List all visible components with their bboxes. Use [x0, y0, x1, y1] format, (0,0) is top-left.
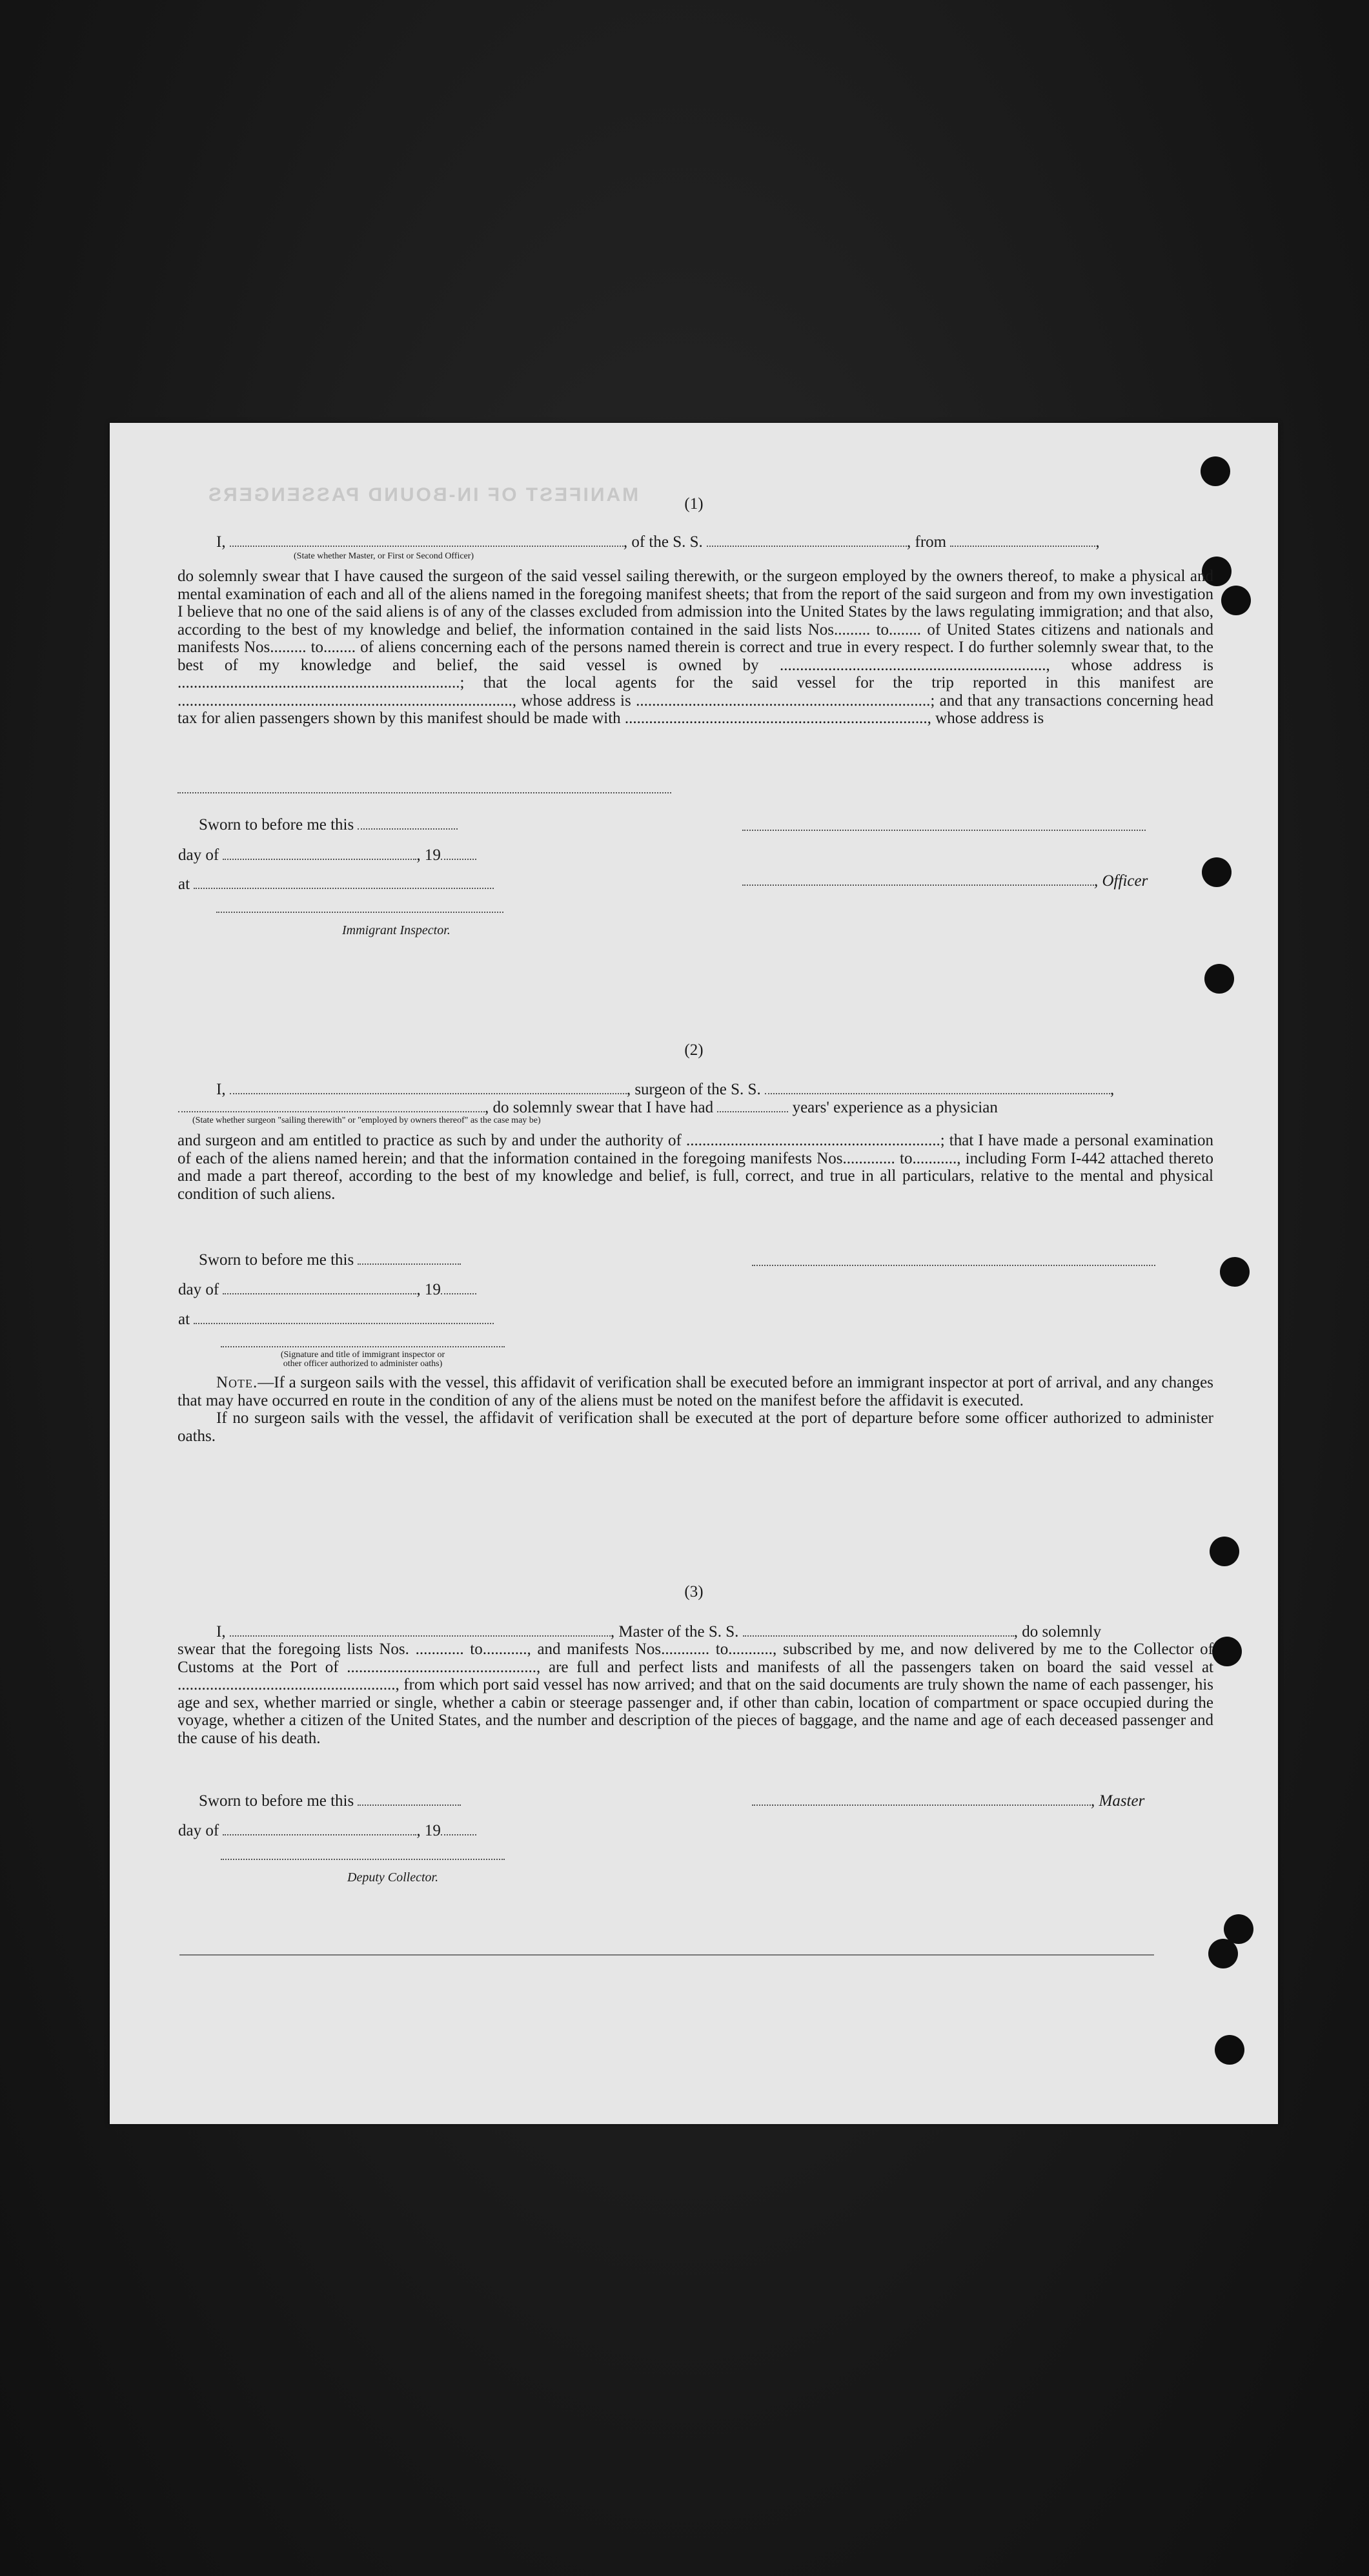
section-2-surgeon-note: (State whether surgeon "sailing therewith" or "employed by owners thereof" as the case may be)	[192, 1116, 541, 1125]
at-line-1: at	[178, 875, 494, 893]
sworn-line-1: Sworn to before me this	[199, 815, 458, 833]
master-line: , Master	[752, 1792, 1144, 1810]
day-of-line-1: day of , 19	[178, 846, 476, 864]
collector-signature-line	[221, 1857, 505, 1860]
at-line-2: at	[178, 1310, 494, 1328]
deputy-collector-label: Deputy Collector.	[347, 1870, 439, 1885]
section-2-note: Note.—If a surgeon sails with the vessel, this affidavit of verification shall be executed before an immigrant inspector at port of arrival, and any changes that may have occurred en route in the condition of any of the aliens must be noted on the manifest before the affidavit is executed. If no surgeon sails with the vessel, the affidavit of verification shall be executed at the port of departure before some officer authorized to administer oaths.	[177, 1374, 1213, 1445]
binder-hole	[1210, 1537, 1239, 1566]
binder-hole	[1202, 857, 1232, 887]
section-2-number: (2)	[684, 1041, 704, 1059]
inspector-signature-line	[216, 910, 503, 913]
sworn-line-2: Sworn to before me this	[199, 1251, 461, 1269]
immigrant-inspector-label: Immigrant Inspector.	[342, 923, 451, 937]
address-blank	[177, 791, 671, 793]
binder-hole	[1212, 1637, 1242, 1666]
day-of-line-3: day of , 19	[178, 1821, 476, 1839]
section-2-inspector-line	[221, 1345, 505, 1347]
officer-line: , Officer	[742, 872, 1148, 890]
binder-hole	[1215, 2035, 1244, 2065]
binder-hole	[1220, 1257, 1250, 1287]
signature-note-2: other officer authorized to administer oaths)	[283, 1359, 443, 1369]
bottom-rule	[179, 1953, 1154, 1956]
officer-signature-line-1	[742, 828, 1146, 831]
bleed-through-heading: MANIFEST OF IN-BOUND PASSENGERS	[207, 484, 639, 506]
binder-hole	[1204, 964, 1234, 994]
section-1-rank-note: (State whether Master, or First or Second Officer)	[294, 551, 474, 561]
signature-note-1: (Signature and title of immigrant inspector or	[280, 1350, 445, 1360]
section-1-oath-line: I, , of the S. S. , from ,	[216, 533, 1100, 551]
binder-hole	[1221, 586, 1251, 615]
binder-hole	[1208, 1939, 1238, 1968]
sworn-line-3: Sworn to before me this	[199, 1792, 461, 1810]
section-3-body: swear that the foregoing lists Nos. ............ to..........., and manifests Nos............ to..........., subscribed by me, and now delivered by me to the Collector of Customs at the Port of ..............................................., are full and perfect lists and manifests of all the passengers taken on board the said vessel at ......................................................, from which port said vessel has now arrived; and that on the said documents are truly shown the name of each passenger, his age and sex, whether married or single, whether a cabin or steerage passenger and, if other than cabin, location of compartment or space occupied during the voyage, whether a citizen of the United States, and the number and description of the pieces of baggage, and the name and age of each deceased passenger and the cause of his death.	[177, 1641, 1213, 1747]
section-2-swear-line: , do solemnly swear that I have had years' experience as a physician	[178, 1098, 998, 1116]
manifest-page	[110, 423, 1278, 2124]
section-2-body: and surgeon and am entitled to practice as such by and under the authority of ...............................................................; that I have made a personal examination of each of the aliens named herein; and that the information contained in the foregoing manifests Nos............. to..........., including Form I-442 attached thereto and made a part thereof, according to the best of my knowledge and belief, is full, correct, and true in all particulars, relative to the mental and physical condition of such aliens.	[177, 1132, 1213, 1203]
section-1-number: (1)	[684, 495, 704, 513]
section-2-oath-line: I, , surgeon of the S. S. ,	[216, 1081, 1115, 1098]
section-1-body: do solemnly swear that I have caused the surgeon of the said vessel sailing therewith, or the surgeon employed by the owners thereof, to make a physical and mental examination of each and all of the aliens named in the foregoing manifest sheets; that from the report of the said surgeon and from my own investigation I believe that no one of the said aliens is of any of the classes excluded from admission into the United States by the laws regulating immigration; and that also, according to the best of my knowledge and belief, the information contained in the said lists Nos......... to........ of United States citizens and nationals and manifests Nos......... to........ of aliens concerning each of the persons named therein is correct and true in every respect. I do further solemnly swear that, to the best of my knowledge and belief, the said vessel is owned by .................................................................., whose address is ......................................................................; that the local agents for the said vessel for the trip reported in this manifest are ..................................................................................., whose address is .........................................................................; and that any transactions concerning head tax for alien passengers shown by this manifest should be made with ..........................................................................., whose address is	[177, 567, 1213, 727]
day-of-line-2: day of , 19	[178, 1280, 476, 1298]
surgeon-signature-line	[752, 1263, 1155, 1266]
binder-hole	[1201, 456, 1230, 486]
section-3-number: (3)	[684, 1583, 704, 1600]
section-3-oath-line: I, , Master of the S. S. , do solemnly	[216, 1623, 1102, 1641]
